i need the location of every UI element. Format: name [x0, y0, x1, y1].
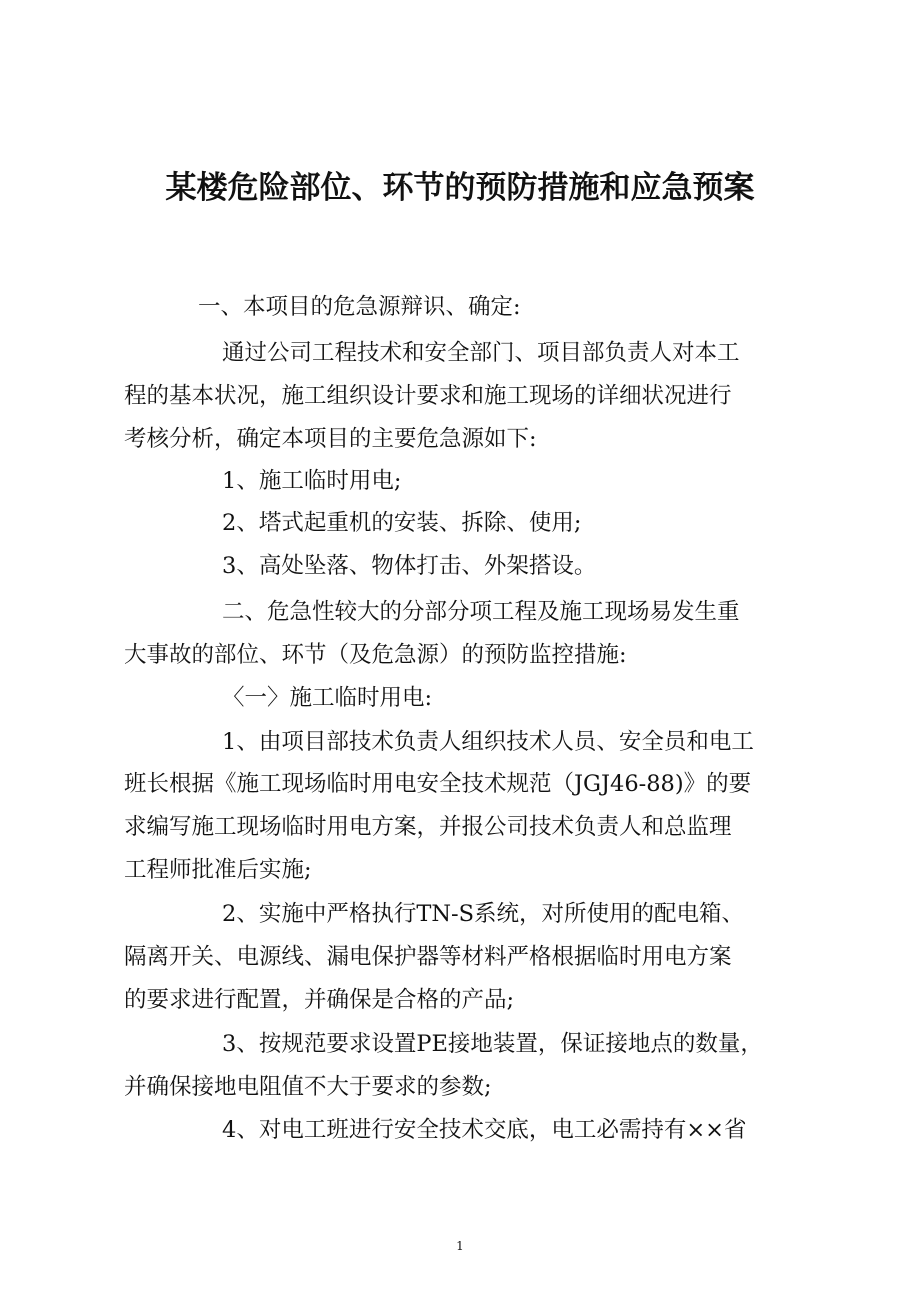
text-line: 班长根据《施工现场临时用电安全技术规范（JGJ46-88)》的要 — [124, 771, 752, 797]
text-line: 〈一〉施工临时用电: — [222, 685, 433, 711]
text-line: 一、本项目的危急源辩识、确定: — [198, 294, 521, 320]
text-line: 隔离开关、电源线、漏电保护器等材料严格根据临时用电方案 — [124, 944, 732, 970]
text-line: 程的基本状况，施工组织设计要求和施工现场的详细状况进行 — [124, 383, 732, 409]
text-line: 3、高处坠落、物体打击、外架搭设。 — [222, 553, 597, 579]
page-number: 1 — [456, 1239, 464, 1253]
text-line: 求编写施工现场临时用电方案，并报公司技术负责人和总监理 — [124, 814, 732, 840]
text-line: 大事故的部位、环节（及危急源）的预防监控措施: — [124, 642, 627, 668]
text-line: 2、塔式起重机的安装、拆除、使用; — [222, 510, 582, 536]
text-line: 二、危急性较大的分部分项工程及施工现场易发生重 — [222, 599, 740, 625]
text-line: 考核分析，确定本项目的主要危急源如下: — [124, 426, 537, 452]
text-line: 工程师批准后实施; — [124, 857, 312, 883]
text-line: 4、对电工班进行安全技术交底，电工必需持有××省 — [222, 1117, 747, 1143]
text-line: 1、施工临时用电; — [222, 468, 402, 494]
text-line: 3、按规范要求设置PE接地装置，保证接地点的数量， — [222, 1031, 763, 1057]
page-title: 某楼危险部位、环节的预防措施和应急预案 — [165, 170, 755, 206]
text-line: 2、实施中严格执行TN-S系统，对所使用的配电箱、 — [222, 901, 745, 927]
text-line: 1、由项目部技术负责人组织技术人员、安全员和电工 — [222, 729, 754, 755]
text-line: 的要求进行配置，并确保是合格的产品; — [124, 987, 515, 1013]
text-line: 并确保接地电阻值不大于要求的参数; — [124, 1074, 492, 1100]
text-line: 通过公司工程技术和安全部门、项目部负责人对本工 — [222, 340, 740, 366]
